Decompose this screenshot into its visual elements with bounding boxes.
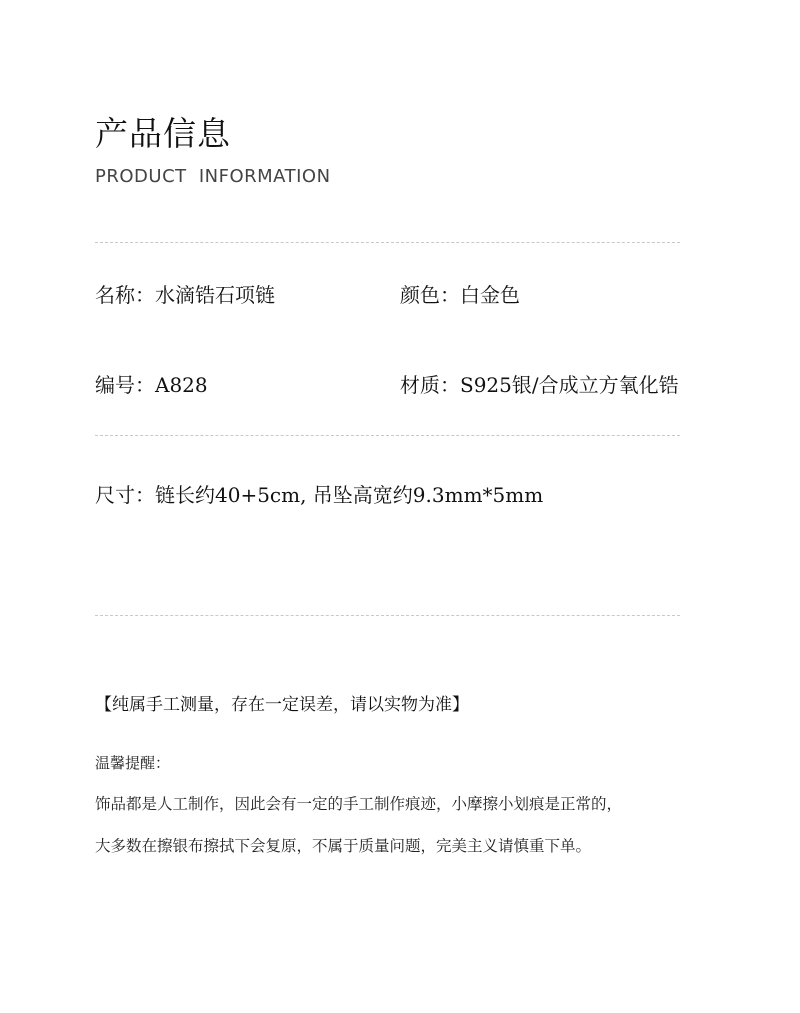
divider-1 [95,242,680,243]
page-subtitle: PRODUCT INFORMATION [95,166,331,187]
product-material: 材质：S925银/合成立方氧化锆 [400,373,679,397]
tip-line-2: 大多数在擦银布擦拭下会复原，不属于质量问题，完美主义请慎重下单。 [95,837,592,855]
measurement-notice: 【纯属手工测量，存在一定误差，请以实物为准】 [95,695,469,715]
product-color: 颜色：白金色 [400,283,520,307]
divider-2 [95,435,680,436]
tip-line-1: 饰品都是人工制作，因此会有一定的手工制作痕迹，小摩擦小划痕是正常的， [95,795,623,813]
product-name: 名称：水滴锆石项链 [95,283,275,307]
product-code: 编号：A828 [95,373,208,397]
tip-title: 温馨提醒： [95,754,171,772]
divider-3 [95,615,680,616]
product-size: 尺寸：链长约40+5cm, 吊坠高宽约9.3mm*5mm [95,483,544,507]
page-title: 产品信息 [95,114,231,153]
